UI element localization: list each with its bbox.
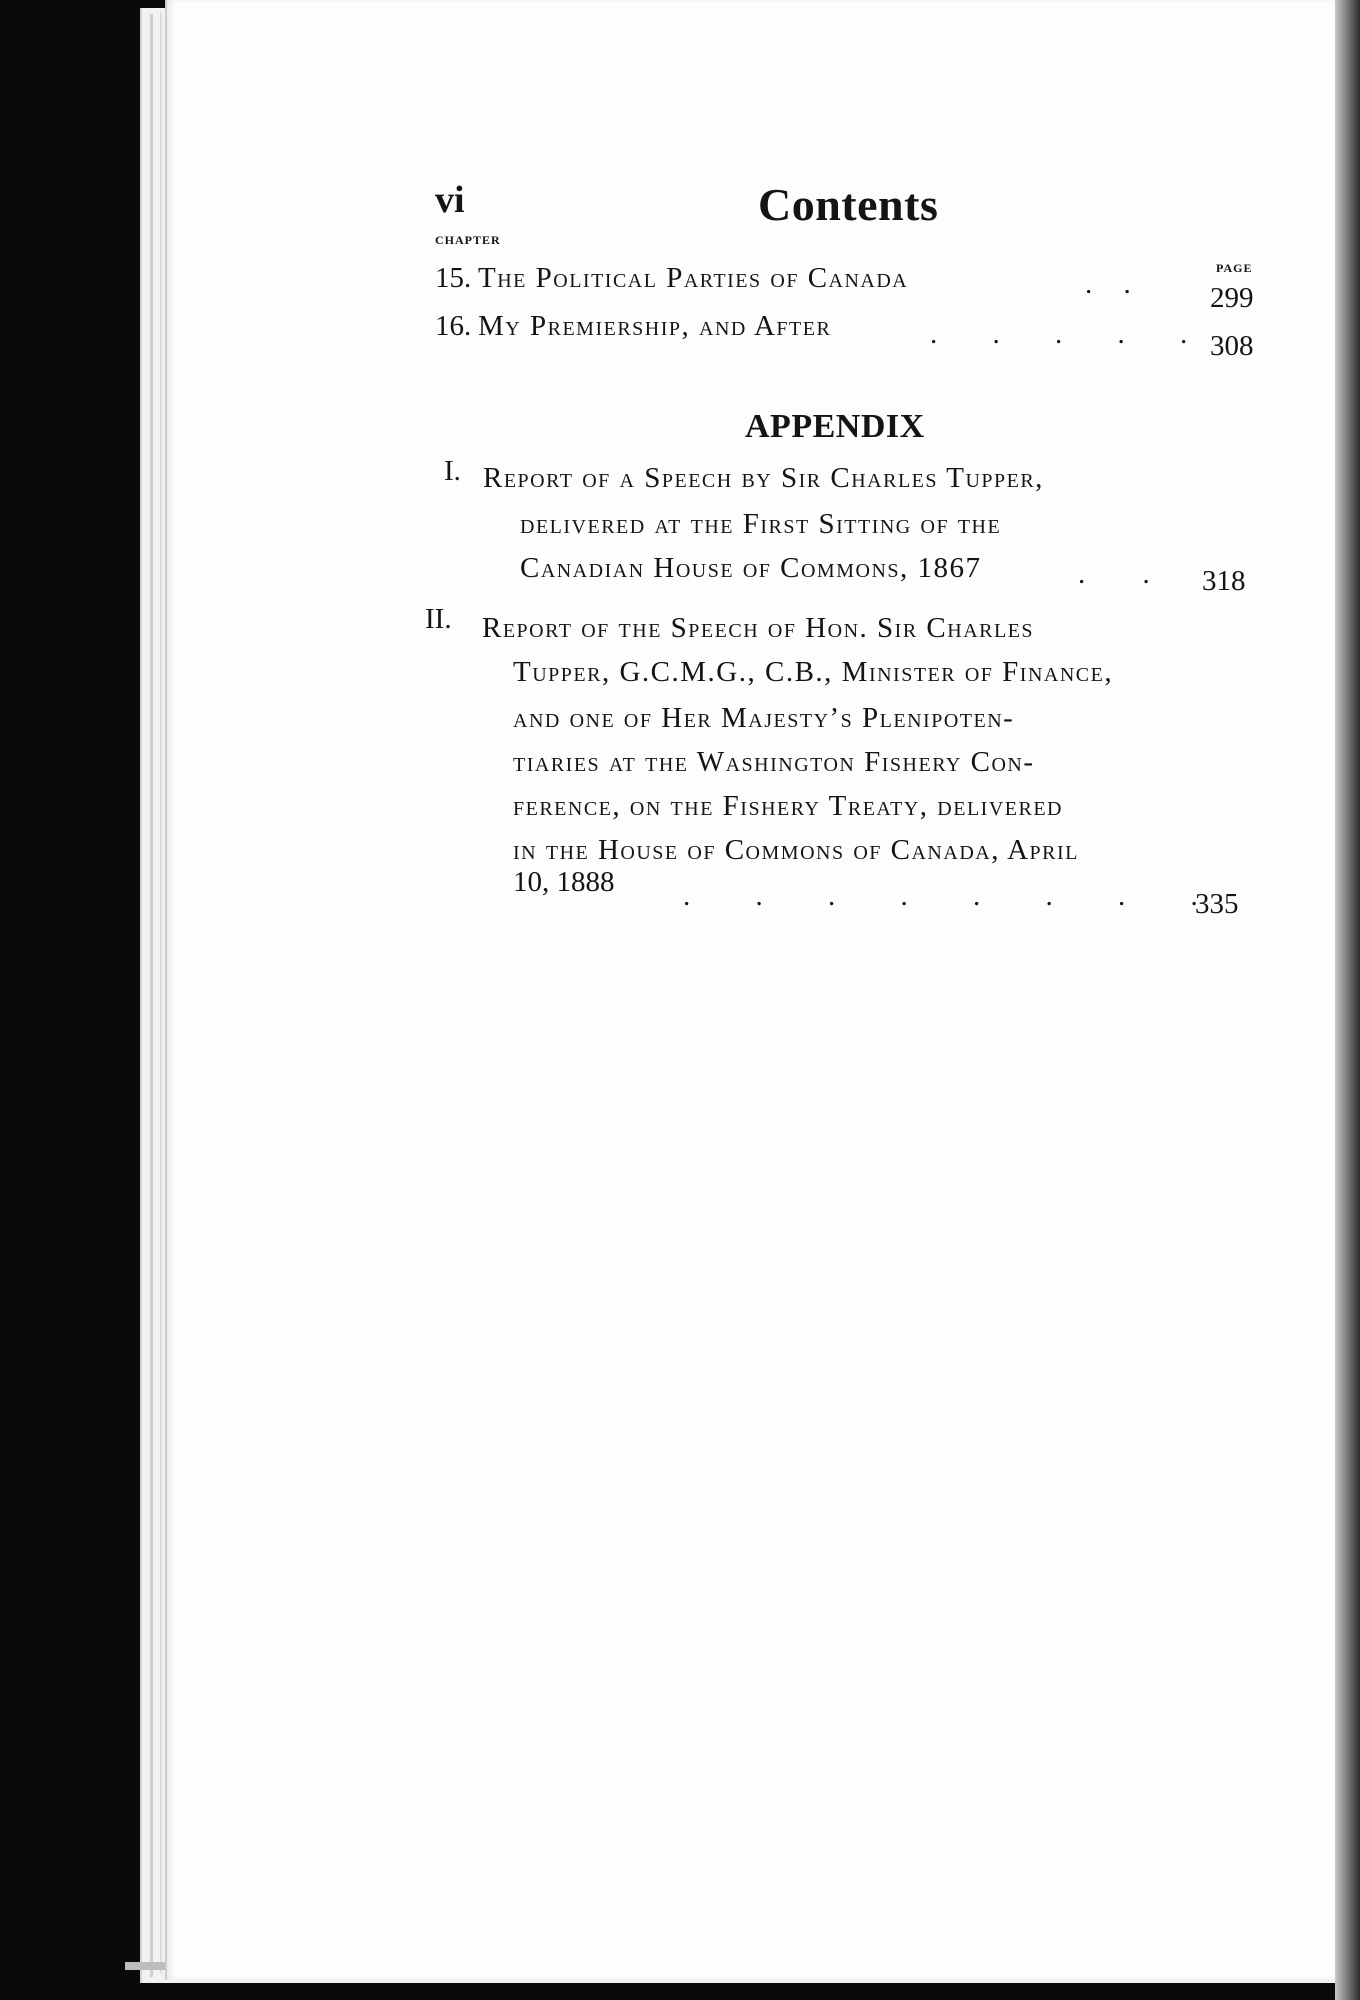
appendix-line: 10, 1888 [513,866,615,898]
page-number: 318 [1202,565,1246,597]
binding-shadow [1335,0,1360,2000]
chapter-column-label: CHAPTER [435,233,501,247]
chapter-title: My Premiership, and After [478,310,832,342]
appendix-line: and one of Her Majesty’s Plenipoten- [513,702,1015,734]
appendix-line: Report of a Speech by Sir Charles Tupper, [483,462,1044,494]
page-title: Contents [758,179,939,230]
book-page [165,0,1360,1980]
page-number: 299 [1210,282,1254,314]
dot-leaders: . . . . . . . . [683,880,1198,912]
appendix-line: in the House of Commons of Canada, April [513,834,1079,866]
appendix-line: tiaries at the Washington Fishery Con- [513,746,1035,778]
appendix-line: Report of the Speech of Hon. Sir Charles [482,612,1035,644]
chapter-title: The Political Parties of Canada [478,262,909,294]
appendix-line: Tupper, G.C.M.G., C.B., Minister of Finance, [513,656,1114,688]
chapter-number: 15. [435,262,472,294]
page-number: 335 [1195,888,1239,920]
appendix-number: I. [444,455,461,487]
appendix-line: delivered at the First Sitting of the [520,508,1002,540]
appendix-number: II. [425,603,452,635]
dot-leaders: . . [1078,558,1150,590]
page-number: 308 [1210,330,1254,362]
appendix-line: Canadian House of Commons, 1867 [520,552,982,584]
appendix-line: ference, on the Fishery Treaty, delivered [513,790,1063,822]
page-folio: vi [435,179,465,221]
appendix-heading: APPENDIX [745,408,925,445]
dot-leaders: . . [1085,268,1131,300]
page-column-label: PAGE [1216,261,1253,275]
chapter-number: 16. [435,310,472,342]
dot-leaders: . . . . . [930,318,1188,350]
